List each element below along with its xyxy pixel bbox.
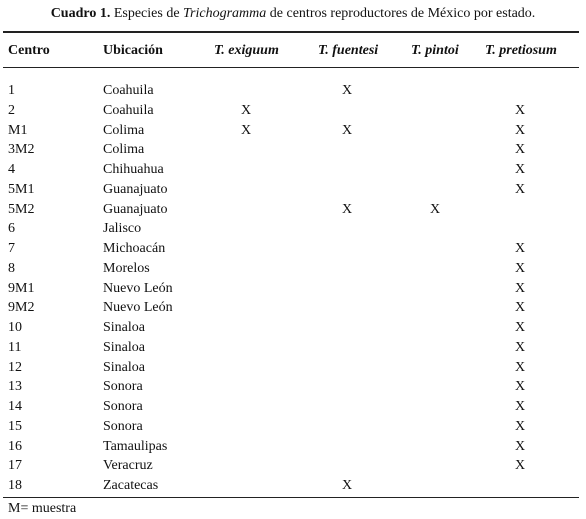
cell-ubicacion: Sinaloa <box>103 359 145 375</box>
cell-centro: 13 <box>8 379 22 395</box>
cell-centro: 8 <box>8 260 15 276</box>
cell-ubicacion: Sinaloa <box>103 339 145 355</box>
cell-t-pretiosum: X <box>514 142 526 158</box>
cell-centro: 15 <box>8 418 22 434</box>
cell-centro: 9M2 <box>8 300 35 316</box>
cell-ubicacion: Sinaloa <box>103 320 145 335</box>
header-t-fuentesi: T. fuentesi <box>318 43 379 58</box>
cell-t-pretiosum: X <box>514 162 526 177</box>
cell-centro: M1 <box>8 122 28 138</box>
header-t-exiguum: T. exiguum <box>214 43 279 58</box>
table-row <box>0 398 586 418</box>
cell-t-pretiosum: X <box>514 320 526 335</box>
table-caption <box>0 5 586 23</box>
table-row <box>0 161 586 181</box>
cell-centro: 4 <box>8 162 15 177</box>
table-footnote: M= muestra <box>8 501 77 516</box>
cell-centro: 16 <box>8 438 22 454</box>
header-centro: Centro <box>8 43 50 58</box>
table-row <box>0 319 586 339</box>
table-row <box>0 359 586 379</box>
cell-ubicacion: Colima <box>103 122 145 138</box>
table-row <box>0 299 586 319</box>
table-row <box>0 418 586 438</box>
table-row <box>0 102 586 122</box>
table-row <box>0 122 586 142</box>
caption-text-after: de centros reproductores de México por estado. <box>266 6 536 21</box>
table-row <box>0 438 586 458</box>
cell-t-pintoi: X <box>429 201 441 217</box>
cell-t-pretiosum: X <box>514 458 526 474</box>
cell-t-pretiosum: X <box>514 241 526 256</box>
table-row <box>0 141 586 161</box>
cell-t-exiguum: X <box>240 102 252 118</box>
cell-centro: 10 <box>8 320 22 335</box>
cell-t-pretiosum: X <box>514 339 526 355</box>
table-row <box>0 82 586 102</box>
cell-ubicacion: Jalisco <box>103 221 142 237</box>
cell-centro: 6 <box>8 221 15 237</box>
caption-label: Cuadro 1. <box>50 6 111 21</box>
cell-ubicacion: Sonora <box>103 379 143 395</box>
table-row <box>0 378 586 398</box>
cell-centro: 7 <box>8 241 15 256</box>
cell-centro: 1 <box>8 83 15 98</box>
cell-ubicacion: Nuevo León <box>103 280 173 296</box>
cell-centro: 9M1 <box>8 280 35 296</box>
cell-ubicacion: Guanajuato <box>103 201 168 217</box>
cell-t-pretiosum: X <box>514 102 526 118</box>
cell-t-pretiosum: X <box>514 280 526 296</box>
cell-ubicacion: Sonora <box>103 399 143 414</box>
cell-t-pretiosum: X <box>514 359 526 375</box>
header-t-pintoi: T. pintoi <box>411 43 459 58</box>
cell-ubicacion: Colima <box>103 142 145 158</box>
table-row <box>0 220 586 240</box>
table-top-rule <box>3 31 579 33</box>
table-row <box>0 457 586 477</box>
cell-centro: 5M2 <box>8 201 35 217</box>
cell-centro: 12 <box>8 359 22 375</box>
cell-ubicacion: Morelos <box>103 260 150 276</box>
cell-t-pretiosum: X <box>514 300 526 316</box>
cell-ubicacion: Chihuahua <box>103 162 164 177</box>
cell-t-pretiosum: X <box>514 122 526 138</box>
cell-ubicacion: Sonora <box>103 418 143 434</box>
table-row <box>0 280 586 300</box>
cell-centro: 11 <box>8 339 22 355</box>
cell-centro: 17 <box>8 458 22 474</box>
table-row <box>0 240 586 260</box>
cell-ubicacion: Zacatecas <box>103 478 159 493</box>
header-t-pretiosum: T. pretiosum <box>485 43 557 58</box>
cell-centro: 18 <box>8 478 22 493</box>
caption-text-before: Especies de <box>110 6 184 21</box>
table-row <box>0 477 586 497</box>
table-row <box>0 181 586 201</box>
cell-ubicacion: Tamaulipas <box>103 438 168 454</box>
caption-genus: Trichogramma <box>183 6 267 21</box>
table-header-rule <box>3 67 579 68</box>
table-row <box>0 260 586 280</box>
cell-t-fuentesi: X <box>341 478 353 493</box>
cell-t-fuentesi: X <box>341 201 353 217</box>
cell-centro: 3M2 <box>8 142 35 158</box>
cell-ubicacion: Michoacán <box>103 241 166 256</box>
cell-t-fuentesi: X <box>341 122 353 138</box>
cell-t-pretiosum: X <box>514 379 526 395</box>
cell-t-exiguum: X <box>240 122 252 138</box>
header-ubicacion: Ubicación <box>103 43 163 58</box>
cell-t-pretiosum: X <box>514 399 526 414</box>
cell-ubicacion: Coahuila <box>103 83 154 98</box>
cell-ubicacion: Coahuila <box>103 102 154 118</box>
table-bottom-rule <box>3 497 579 498</box>
cell-centro: 5M1 <box>8 181 35 197</box>
cell-t-pretiosum: X <box>514 418 526 434</box>
cell-t-pretiosum: X <box>514 260 526 276</box>
cell-ubicacion: Guanajuato <box>103 181 168 197</box>
cell-centro: 2 <box>8 102 15 118</box>
table-row <box>0 339 586 359</box>
cell-centro: 14 <box>8 399 22 414</box>
cell-t-pretiosum: X <box>514 438 526 454</box>
cell-t-pretiosum: X <box>514 181 526 197</box>
table-row <box>0 201 586 221</box>
cell-ubicacion: Nuevo León <box>103 300 173 316</box>
cell-ubicacion: Veracruz <box>103 458 153 474</box>
cell-t-fuentesi: X <box>341 83 353 98</box>
